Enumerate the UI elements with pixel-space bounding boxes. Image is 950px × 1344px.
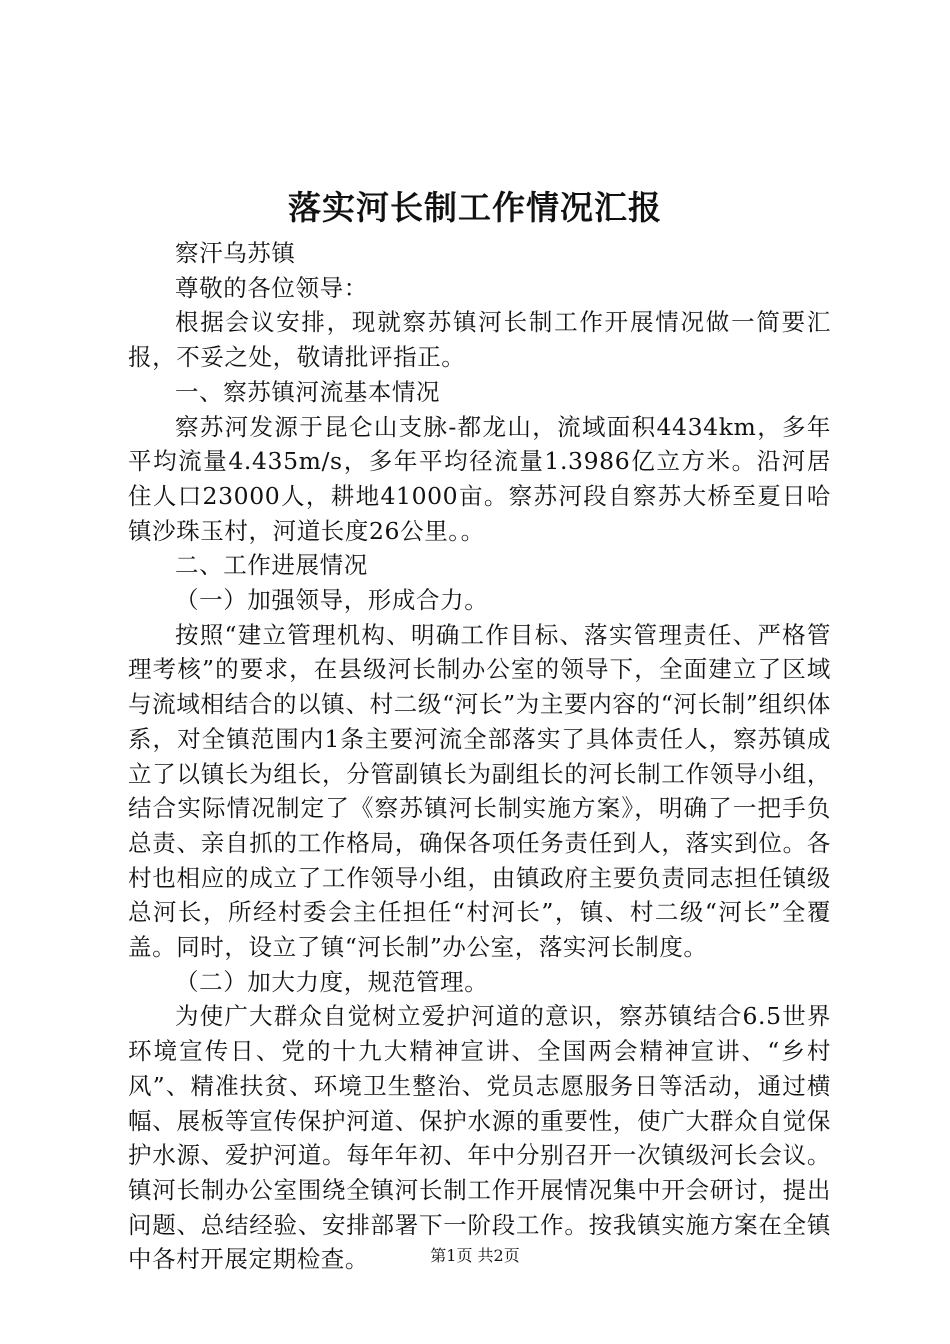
subsection-heading-2: （二）加大力度，规范管理。 [175,967,489,996]
paragraph-leadership: 按照“建立管理机构、明确工作目标、落实管理责任、严格管理考核”的要求，在县级河长制办公室的领导下，全面建立了区域与流域相结合的以镇、村二级“河长”为主要内容的“河长制”组织体系，对全镇范围内1条主要河流全部落实了具体责任人，察苏镇成立了以镇长为组长，分管副镇长为副组长的河长制工作领导小组，结合实际情况制定了《察苏镇河长制实施方案》，明确了一把手负总责、亲自抓的工作格局，确保各项任务责任到人，落实到位。各村也相应的成立了工作领导小组，由镇政府主要负责同志担任镇级总河长，所经村委会主任担任“村河长”，镇、村二级“河长”全覆盖。同时，设立了镇“河长制”办公室，落实河长制度。 [128,620,831,962]
document-body [128,236,831,1277]
section-heading-1: 一、察苏镇河流基本情况 [175,377,441,406]
paragraph-river-info: 察苏河发源于昆仑山支脉-都龙山，流域面积4434km，多年平均流量4.435m/s，多年平均径流量1.3986亿立方米。沿河居住人口23000人，耕地41000亩。察苏河段自察苏大桥至夏日哈镇沙珠玉村，河道长度26公里。。 [128,412,831,545]
paragraph-salutation: 尊敬的各位领导： [175,273,368,302]
section-heading-2: 二、工作进展情况 [175,551,368,580]
subsection-heading-1: （一）加强领导，形成合力。 [175,586,489,615]
paragraph-intro: 根据会议安排，现就察苏镇河长制工作开展情况做一简要汇报，不妥之处，敬请批评指正。 [128,308,831,372]
page-number-footer: 第1页 共2页 [430,1246,520,1265]
paragraph-management: 为使广大群众自觉树立爱护河道的意识，察苏镇结合6.5世界环境宣传日、党的十九大精神宣讲、全国两会精神宣讲、“乡村风”、精准扶贫、环境卫生整治、党员志愿服务日等活动，通过横幅、展板等宣传保护河道、保护水源的重要性，使广大群众自觉保护水源、爱护河道。每年年初、年中分别召开一次镇级河长会议。镇河长制办公室围绕全镇河长制工作开展情况集中开会研讨，提出问题、总结经验、安排部署下一阶段工作。按我镇实施方案在全镇中各村开展定期检查。 [128,1002,831,1274]
paragraph-township: 察汗乌苏镇 [175,239,296,267]
page-title: 落实河长制工作情况汇报 [288,188,662,227]
